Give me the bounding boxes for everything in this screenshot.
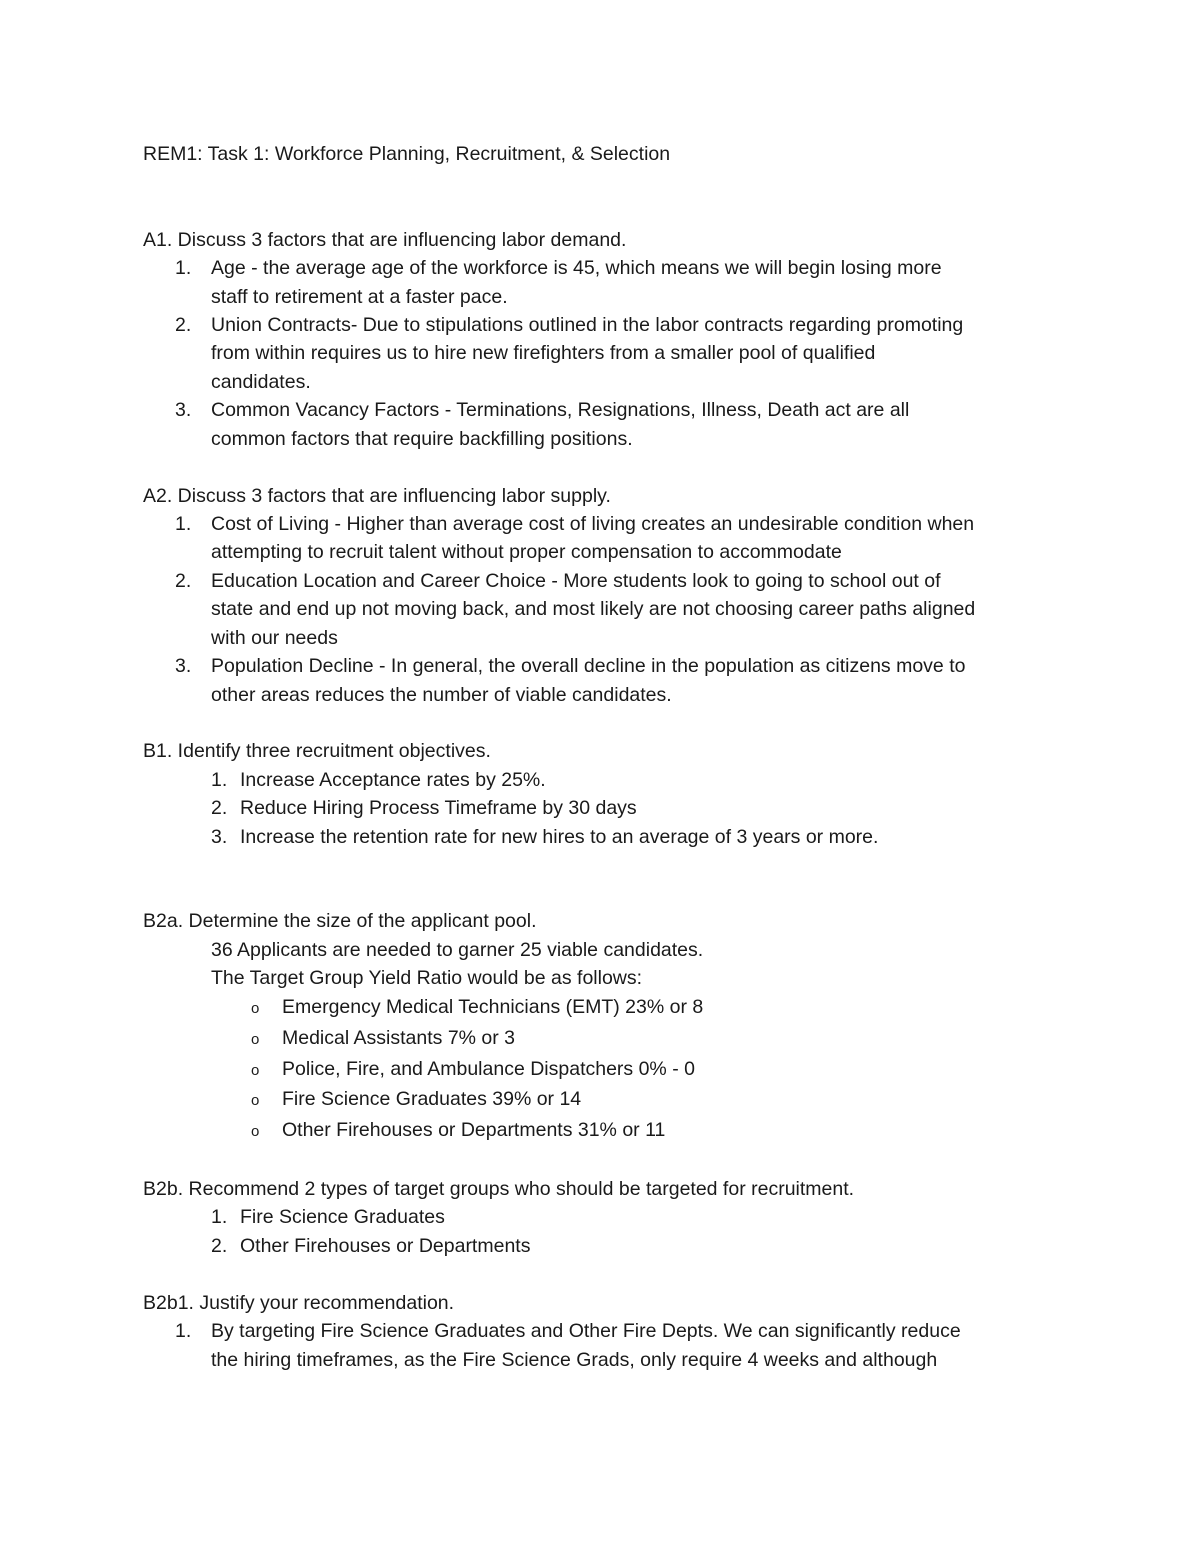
- section-b1-heading: B1. Identify three recruitment objectives.: [143, 740, 491, 762]
- list-number: 1.: [175, 513, 192, 535]
- list-number: 1.: [175, 1320, 192, 1342]
- bullet-item-text: Medical Assistants 7% or 3: [282, 1027, 516, 1049]
- bullet-item-text: Emergency Medical Technicians (EMT) 23% or 8: [282, 996, 704, 1018]
- section-a1-heading: A1. Discuss 3 factors that are influencing labor demand.: [143, 229, 627, 251]
- list-item-text: attempting to recruit talent without proper compensation to accommodate: [211, 541, 842, 563]
- list-number: 2.: [175, 314, 192, 336]
- list-item-text: with our needs: [211, 627, 338, 649]
- bullet-item-text: Other Firehouses or Departments 31% or 11: [282, 1119, 666, 1141]
- list-item-text: Increase the retention rate for new hires to an average of 3 years or more.: [240, 826, 879, 848]
- list-item-text: common factors that require backfilling positions.: [211, 428, 633, 450]
- list-number: 3.: [175, 399, 192, 421]
- list-item-text: Cost of Living - Higher than average cost of living creates an undesirable condition when: [211, 513, 975, 535]
- list-item-text: staff to retirement at a faster pace.: [211, 286, 508, 308]
- bullet-marker: o: [251, 1000, 260, 1017]
- list-item-text: Union Contracts- Due to stipulations outlined in the labor contracts regarding promoting: [211, 314, 964, 336]
- bullet-marker: o: [251, 1092, 260, 1109]
- list-number: 1.: [211, 769, 228, 791]
- list-number: 1.: [211, 1206, 228, 1228]
- yield-ratio-intro: The Target Group Yield Ratio would be as follows:: [211, 967, 643, 989]
- list-item-text: the hiring timeframes, as the Fire Science Grads, only require 4 weeks and although: [211, 1349, 938, 1371]
- list-item-text: other areas reduces the number of viable candidates.: [211, 684, 672, 706]
- document-title: REM1: Task 1: Workforce Planning, Recruitment, & Selection: [143, 143, 671, 165]
- section-b2b1-heading: B2b1. Justify your recommendation.: [143, 1292, 455, 1314]
- list-item-text: Population Decline - In general, the overall decline in the population as citizens move to: [211, 655, 966, 677]
- list-number: 1.: [175, 257, 192, 279]
- list-item-text: Reduce Hiring Process Timeframe by 30 days: [240, 797, 637, 819]
- bullet-marker: o: [251, 1031, 260, 1048]
- list-item-text: from within requires us to hire new firefighters from a smaller pool of qualified: [211, 342, 876, 364]
- applicant-pool-statement: 36 Applicants are needed to garner 25 viable candidates.: [211, 939, 704, 961]
- list-number: 2.: [211, 1235, 228, 1257]
- bullet-marker: o: [251, 1062, 260, 1079]
- list-number: 2.: [211, 797, 228, 819]
- list-item-text: Common Vacancy Factors - Terminations, Resignations, Illness, Death act are all: [211, 399, 910, 421]
- section-b2a-heading: B2a. Determine the size of the applicant pool.: [143, 910, 537, 932]
- list-item-text: By targeting Fire Science Graduates and Other Fire Depts. We can significantly reduce: [211, 1320, 961, 1342]
- list-number: 3.: [211, 826, 228, 848]
- list-item-text: Other Firehouses or Departments: [240, 1235, 531, 1257]
- bullet-item-text: Police, Fire, and Ambulance Dispatchers 0% - 0: [282, 1058, 695, 1080]
- list-number: 3.: [175, 655, 192, 677]
- list-item-text: Age - the average age of the workforce is 45, which means we will begin losing more: [211, 257, 942, 279]
- list-item-text: state and end up not moving back, and most likely are not choosing career paths aligned: [211, 598, 976, 620]
- list-item-text: Increase Acceptance rates by 25%.: [240, 769, 546, 791]
- list-number: 2.: [175, 570, 192, 592]
- section-a2-heading: A2. Discuss 3 factors that are influencing labor supply.: [143, 485, 611, 507]
- section-b2b-heading: B2b. Recommend 2 types of target groups who should be targeted for recruitment.: [143, 1178, 855, 1200]
- list-item-text: Education Location and Career Choice - More students look to going to school out of: [211, 570, 941, 592]
- bullet-marker: o: [251, 1123, 260, 1140]
- list-item-text: Fire Science Graduates: [240, 1206, 445, 1228]
- list-item-text: candidates.: [211, 371, 311, 393]
- bullet-item-text: Fire Science Graduates 39% or 14: [282, 1088, 582, 1110]
